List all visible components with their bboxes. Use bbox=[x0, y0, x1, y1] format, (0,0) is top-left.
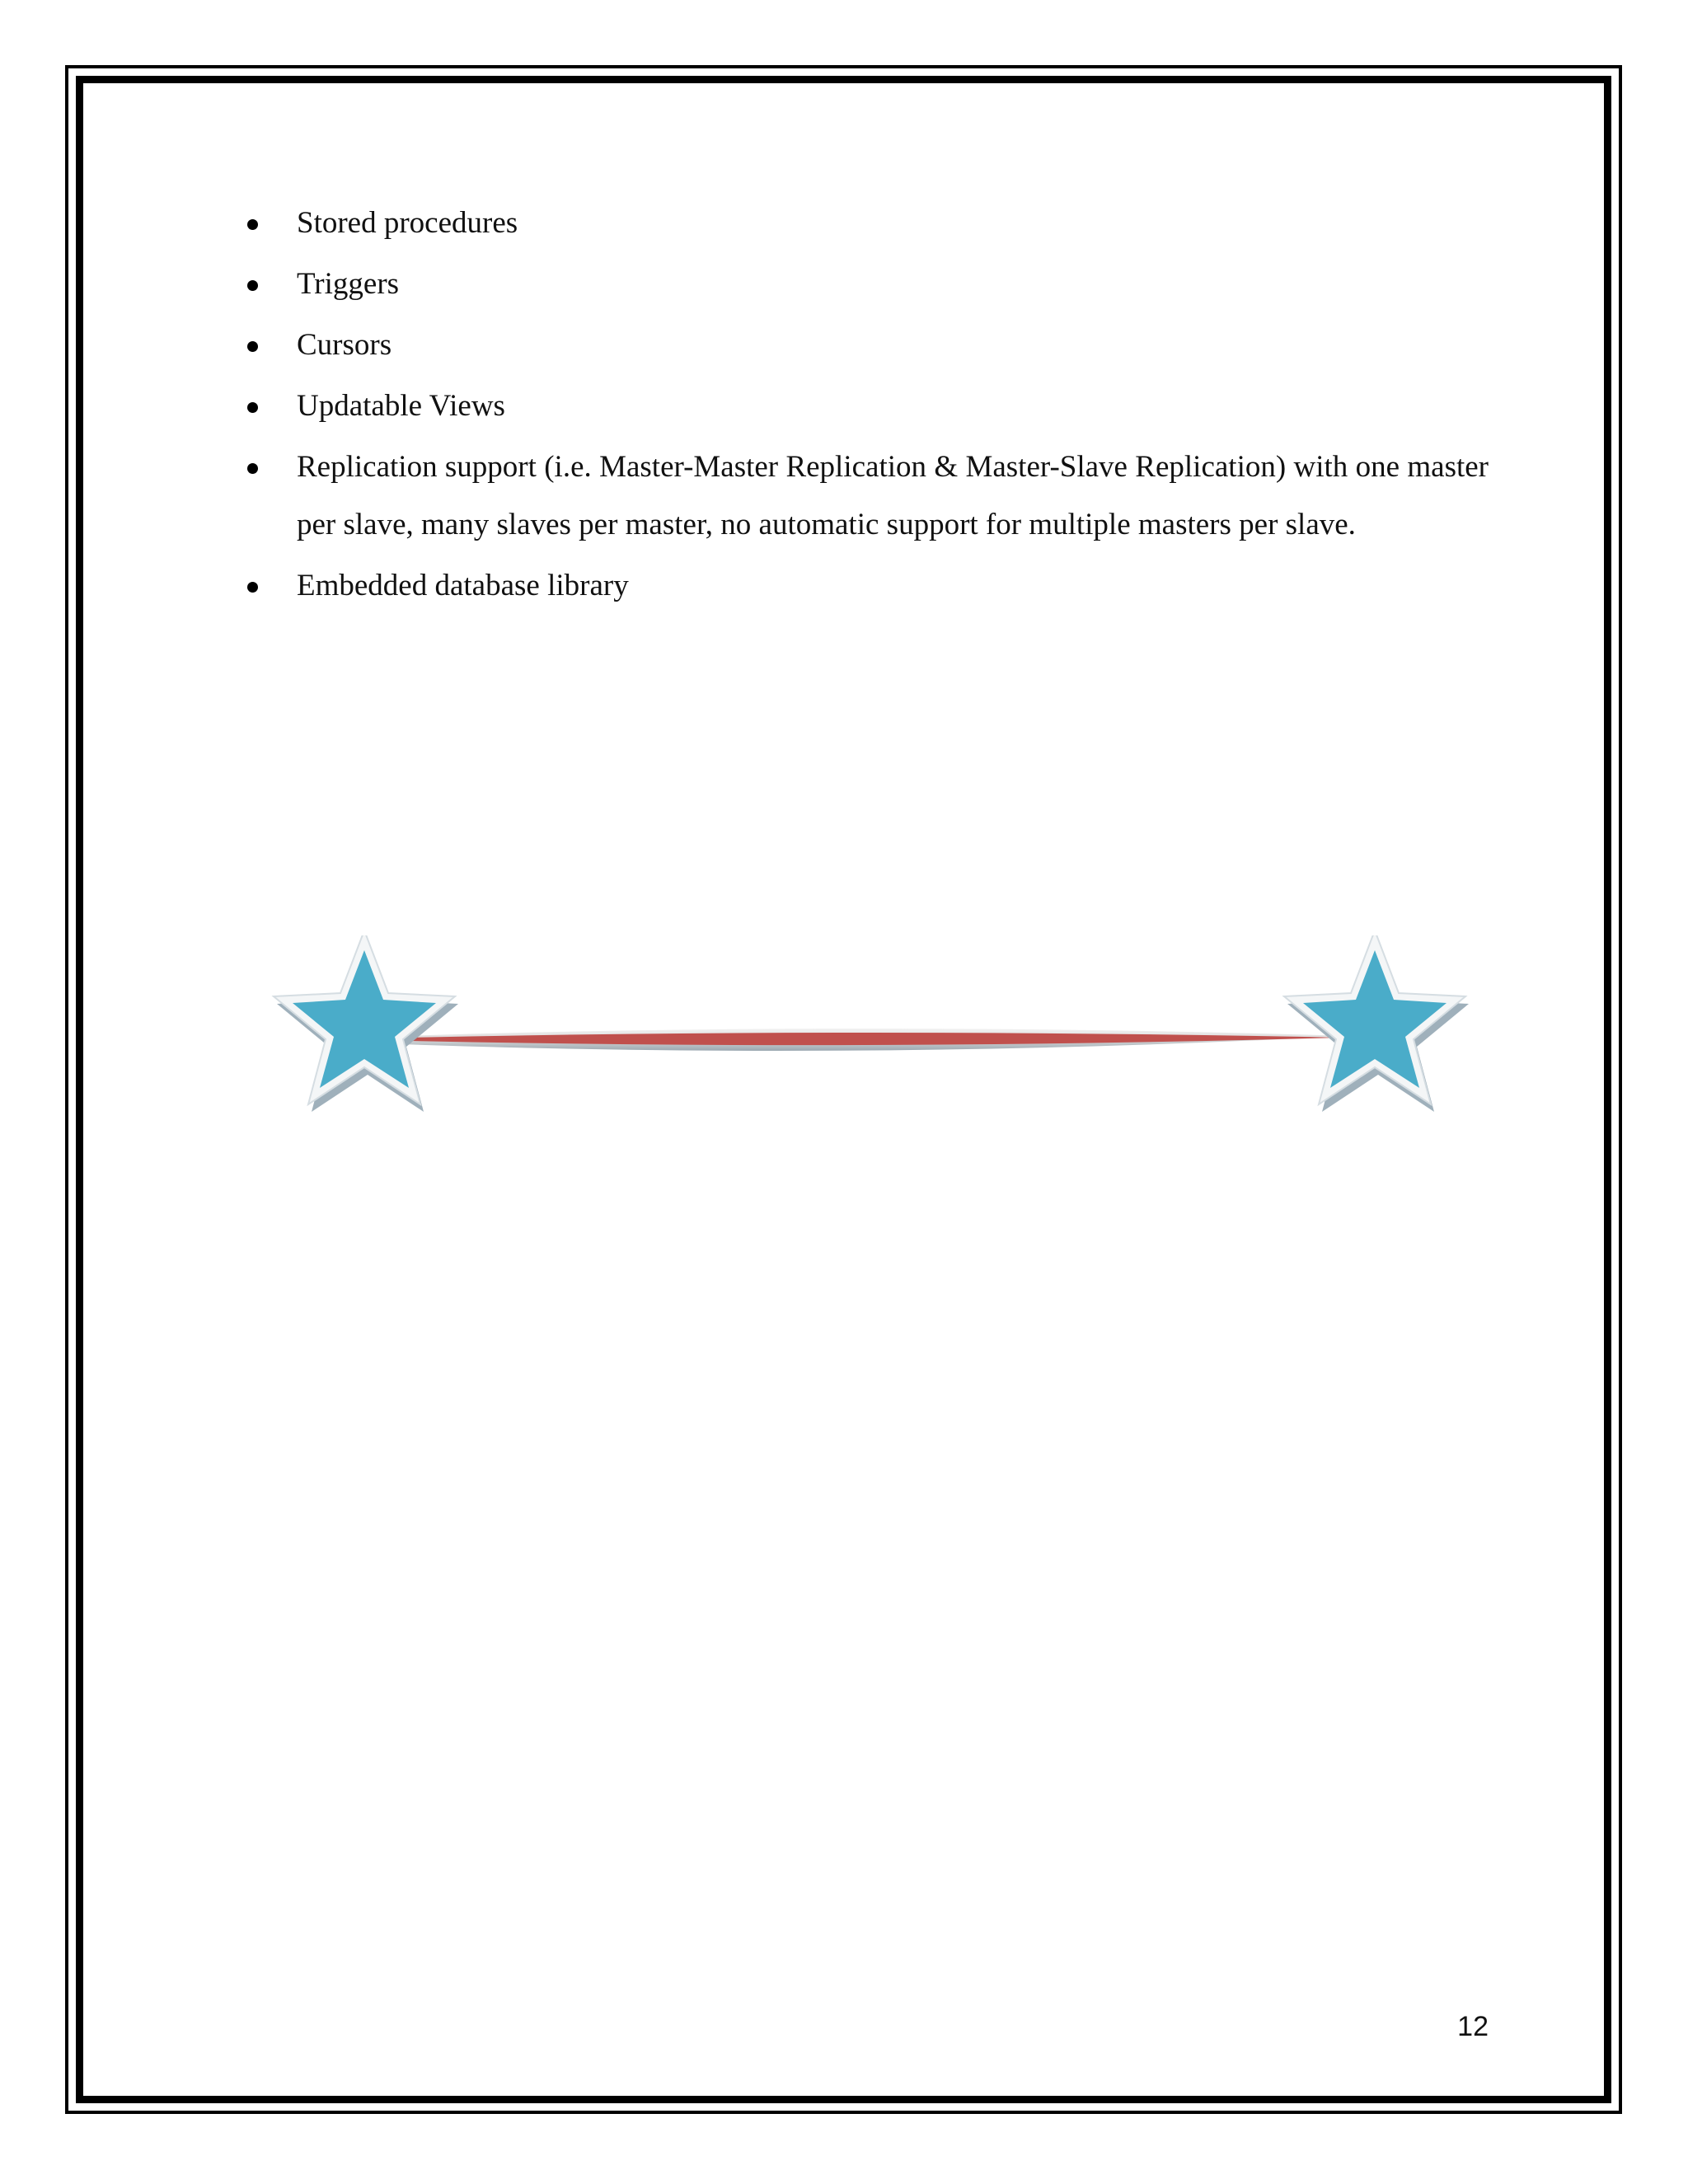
bullet-icon bbox=[247, 219, 258, 230]
divider-bar bbox=[401, 1029, 1348, 1051]
bullet-icon bbox=[247, 341, 258, 352]
star-divider-ornament bbox=[244, 935, 1497, 1117]
list-item-text: Embedded database library bbox=[297, 569, 629, 602]
list-item-text: Replication support (i.e. Master-Master Replication & Master-Slave Replication) with one master per slave, many slaves per master, no automatic support for multiple masters per slave. bbox=[297, 450, 1489, 541]
list-item bbox=[247, 377, 1489, 435]
list-item bbox=[247, 255, 1489, 313]
feature-bullet-list bbox=[247, 194, 1489, 618]
list-item-text: Updatable Views bbox=[297, 389, 505, 423]
list-item-text: Cursors bbox=[297, 328, 392, 362]
bullet-icon bbox=[247, 582, 258, 593]
bullet-icon bbox=[247, 402, 258, 413]
list-item-text: Stored procedures bbox=[297, 206, 518, 240]
list-item-text: Triggers bbox=[297, 267, 400, 301]
bullet-icon bbox=[247, 280, 258, 291]
star-icon bbox=[274, 935, 458, 1112]
list-item bbox=[247, 194, 1489, 252]
bullet-icon bbox=[247, 463, 258, 474]
list-item bbox=[247, 316, 1489, 374]
list-item bbox=[247, 557, 1489, 615]
star-icon bbox=[1284, 935, 1469, 1112]
page-number: 12 bbox=[1457, 2011, 1489, 2042]
list-item bbox=[247, 438, 1489, 554]
